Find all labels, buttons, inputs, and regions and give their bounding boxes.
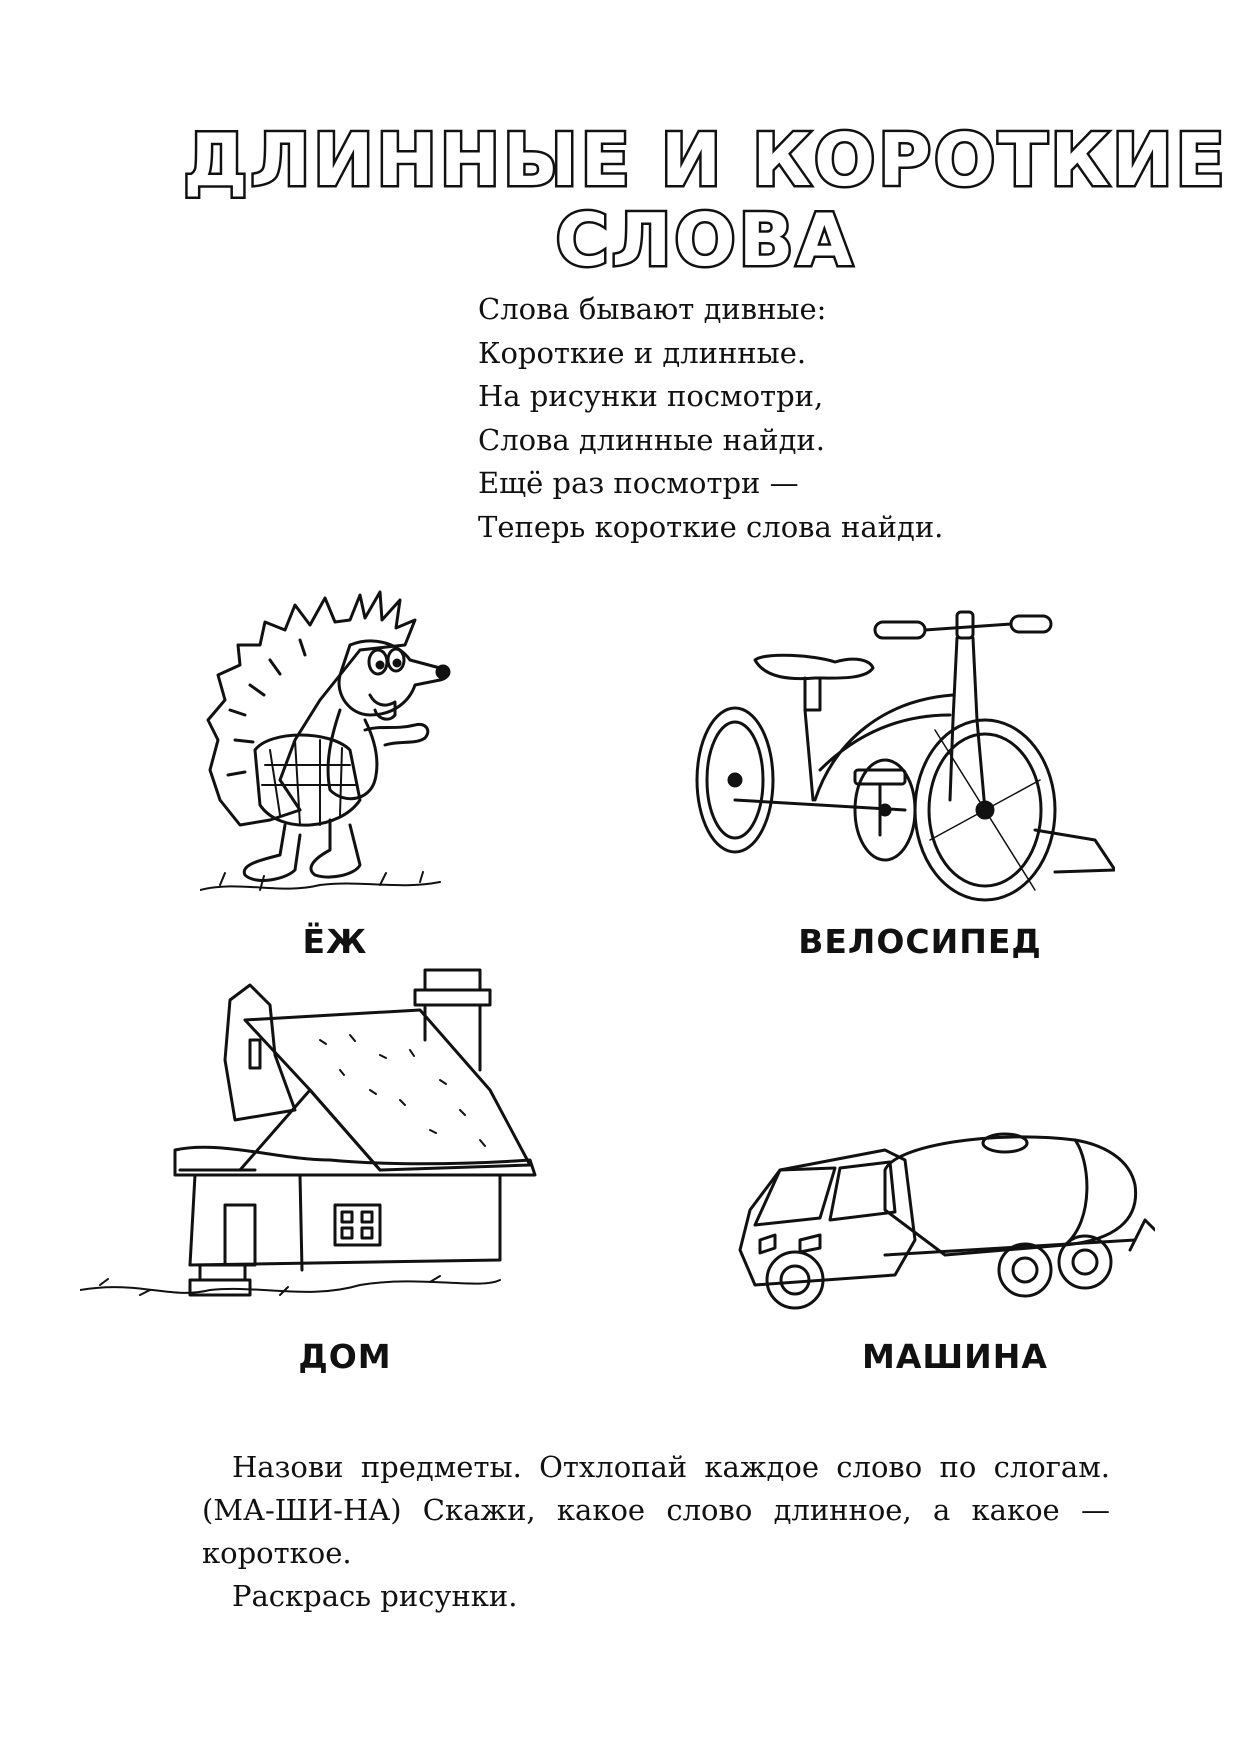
- truck-label: МАШИНА: [862, 1337, 1048, 1376]
- hedgehog-illustration: [200, 590, 480, 920]
- poem: [478, 288, 943, 549]
- house-label: ДОМ: [298, 1337, 392, 1376]
- task-paragraph: Назови предметы. Отхлопай каждое слово по слогам. (МА-ШИ-НА) Скажи, какое слово длинное, а какое — короткое.: [202, 1450, 1110, 1570]
- page-title-line-1: ДЛИННЫЕ И КОРОТКИЕ: [183, 118, 1228, 202]
- house-illustration: [80, 960, 570, 1330]
- bicycle-illustration: [695, 600, 1115, 910]
- truck-illustration: [735, 1100, 1155, 1330]
- poem-line: Слова бывают дивные:: [478, 292, 827, 326]
- poem-line: Короткие и длинные.: [478, 335, 807, 370]
- page-title-line-2: СЛОВА: [555, 198, 856, 282]
- task-text: [202, 1446, 1110, 1618]
- hedgehog-label: ЁЖ: [302, 922, 368, 961]
- poem-line: Ещё раз посмотри —: [478, 466, 799, 500]
- poem-line: Теперь короткие слова найди.: [478, 509, 944, 544]
- bicycle-label: ВЕЛОСИПЕД: [798, 922, 1042, 961]
- poem-line: Слова длинные найди.: [478, 422, 825, 457]
- poem-line: На рисунки посмотри,: [478, 379, 824, 413]
- task-paragraph: Раскрась рисунки.: [232, 1579, 518, 1613]
